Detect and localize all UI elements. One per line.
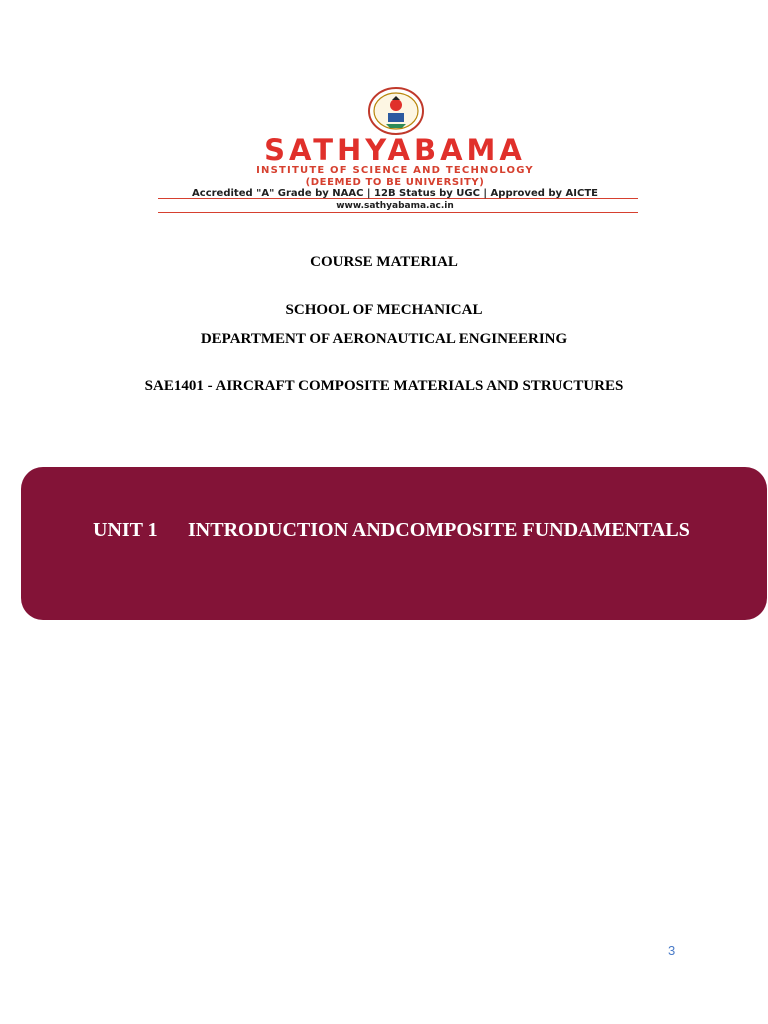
school-name: SCHOOL OF MECHANICAL <box>285 302 483 318</box>
header-divider-bottom <box>158 212 638 213</box>
page-number: 3 <box>668 943 676 958</box>
university-status: (DEEMED TO BE UNIVERSITY) <box>305 177 485 188</box>
brand-name: SATHYABAMA <box>264 133 526 167</box>
department-name: DEPARTMENT OF AERONAUTICAL ENGINEERING <box>200 331 568 347</box>
institute-name: INSTITUTE OF SCIENCE AND TECHNOLOGY <box>256 165 534 176</box>
course-code-title: SAE1401 - AIRCRAFT COMPOSITE MATERIALS AND STRUCTURES <box>144 378 624 394</box>
unit-number: UNIT 1 <box>93 519 158 541</box>
university-emblem-icon <box>366 86 426 136</box>
unit-title: INTRODUCTION ANDCOMPOSITE FUNDAMENTALS <box>188 519 690 541</box>
unit-banner <box>21 467 767 620</box>
course-material-heading: COURSE MATERIAL <box>310 254 458 270</box>
accreditation-text: Accredited "A" Grade by NAAC | 12B Status by UGC | Approved by AICTE <box>192 188 598 199</box>
university-logo <box>150 84 640 219</box>
website-link[interactable]: www.sathyabama.ac.in <box>336 201 454 211</box>
unit-heading <box>93 519 690 542</box>
